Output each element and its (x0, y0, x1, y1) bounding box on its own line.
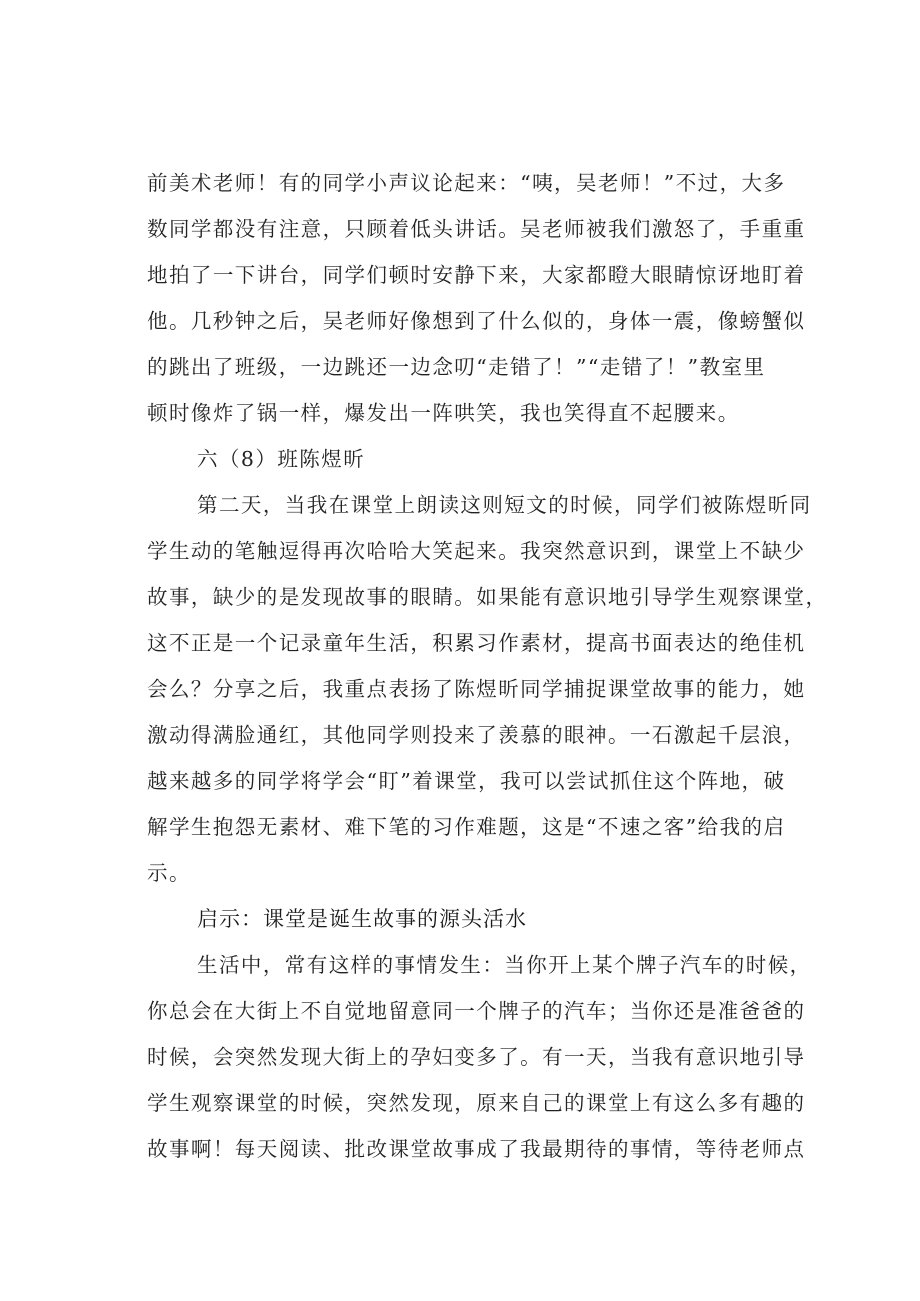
paragraph-line: 解学生抱怨无素材、难下笔的习作难题，这是“不速之客”给我的启 (147, 815, 786, 839)
author-attribution: 六（8）班陈煜昕 (197, 447, 366, 471)
paragraph-line: 数同学都没有注意，只顾着低头讲话。吴老师被我们激怒了，手重重 (147, 217, 806, 241)
paragraph-line: 故事啊！每天阅读、批改课堂故事成了我最期待的事情，等待老师点 (147, 1137, 806, 1161)
paragraph-line: 学生动的笔触逗得再次哈哈大笑起来。我突然意识到，课堂上不缺少 (147, 539, 806, 563)
paragraph-line: 生活中，常有这样的事情发生：当你开上某个牌子汽车的时候， (197, 953, 812, 977)
paragraph-line: 前美术老师！有的同学小声议论起来：“咦，吴老师！”不过，大多 (147, 171, 786, 195)
paragraph-line: 这不正是一个记录童年生活，积累习作素材，提高书面表达的绝佳机 (147, 631, 806, 655)
section-heading: 启示：课堂是诞生故事的源头活水 (197, 907, 527, 931)
paragraph-line: 会么？分享之后，我重点表扬了陈煜昕同学捕捉课堂故事的能力，她 (147, 677, 806, 701)
paragraph-line: 学生观察课堂的时候，突然发现，原来自己的课堂上有这么多有趣的 (147, 1091, 806, 1115)
paragraph-line: 他。几秒钟之后，吴老师好像想到了什么似的，身体一震，像螃蟹似 (147, 309, 806, 333)
paragraph-line: 你总会在大街上不自觉地留意同一个牌子的汽车；当你还是准爸爸的 (147, 999, 806, 1023)
paragraph-line: 示。 (147, 861, 191, 885)
paragraph-line: 第二天，当我在课堂上朗读这则短文的时候，同学们被陈煜昕同 (197, 493, 812, 517)
paragraph-line: 故事，缺少的是发现故事的眼睛。如果能有意识地引导学生观察课堂， (147, 585, 828, 609)
paragraph-line: 越来越多的同学将学会“盯”着课堂，我可以尝试抓住这个阵地，破 (147, 769, 786, 793)
paragraph-line: 的跳出了班级，一边跳还一边念叨“走错了！”“走错了！”教室里 (147, 355, 766, 379)
paragraph-line: 地拍了一下讲台，同学们顿时安静下来，大家都瞪大眼睛惊讶地盯着 (147, 263, 806, 287)
paragraph-line: 时候，会突然发现大街上的孕妇变多了。有一天，当我有意识地引导 (147, 1045, 806, 1069)
paragraph-line: 激动得满脸通红，其他同学则投来了羡慕的眼神。一石激起千层浪， (147, 723, 806, 747)
paragraph-line: 顿时像炸了锅一样，爆发出一阵哄笑，我也笑得直不起腰来。 (147, 401, 740, 425)
